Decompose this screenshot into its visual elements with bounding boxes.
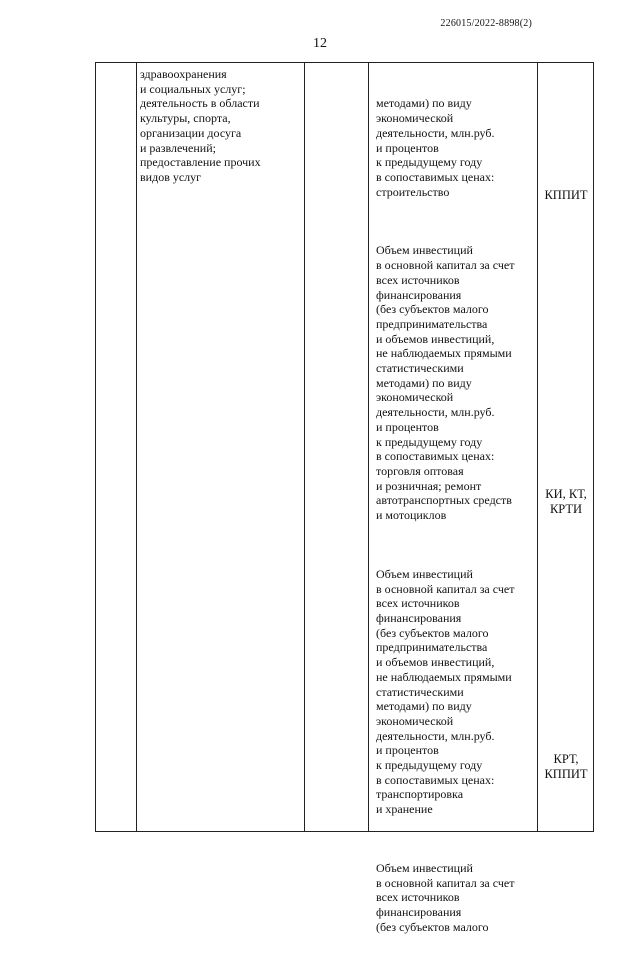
indicator-entry: методами) по виду экономической деятельности, млн.руб. и процентов к предыдущему году в сопоставимых ценах: строительство bbox=[376, 96, 495, 199]
indicator-entry: Объем инвестиций в основной капитал за счет всех источников финансирования (без субъектов малого предпринимательства и объемов инвестиций, не наблюдаемых прямыми статистическими методами) по виду экономической деятельности, млн.руб. и процентов к предыдущему году в сопоставимых ценах: транспортировка и хранение bbox=[376, 566, 515, 817]
activity-types-cell: здравоохранения и социальных услуг; деятельность в области культуры, спорта, организации досуга и развлечений; предоставление прочих видов услуг bbox=[140, 67, 261, 184]
indicator-entry: Объем инвестиций в основной капитал за счет всех источников финансирования (без субъектов малого предпринимательства и объемов инвестиций, не наблюдаемых прямыми статистическими методами) по виду экономической деятельности, млн.руб. и процентов к предыдущему году в сопоставимых ценах: торговля оптовая и розничная; ремонт автотранспортных средств и мотоциклов bbox=[376, 243, 515, 523]
responsible-code: КППИТ bbox=[544, 188, 588, 202]
responsible-code: КРТ, КППИТ bbox=[544, 752, 588, 781]
page-number: 12 bbox=[313, 36, 327, 51]
document-id: 226015/2022-8898(2) bbox=[440, 18, 532, 29]
column-divider bbox=[304, 63, 305, 831]
indicators-cell bbox=[376, 67, 514, 964]
column-divider bbox=[136, 63, 137, 831]
data-table bbox=[95, 62, 594, 934]
indicator-entry: Объем инвестиций в основной капитал за счет всех источников финансирования (без субъектов малого bbox=[376, 860, 515, 934]
responsible-code: КИ, КТ, КРТИ bbox=[545, 487, 587, 516]
column-divider bbox=[368, 63, 369, 831]
column-divider bbox=[537, 63, 538, 831]
